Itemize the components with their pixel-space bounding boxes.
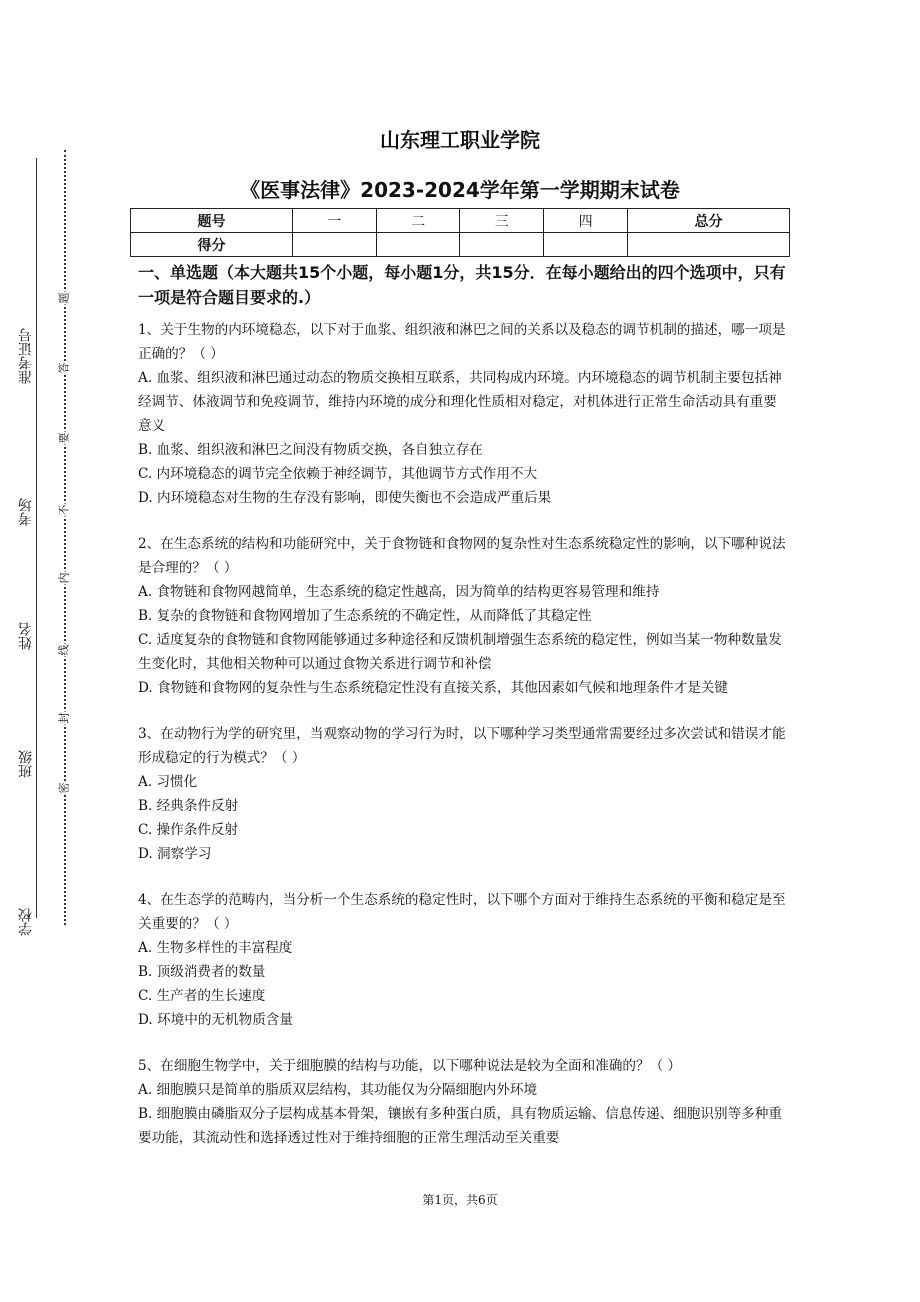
question-4 xyxy=(138,888,790,1032)
question-list xyxy=(138,318,790,1150)
option-b: B. 血浆、组织液和淋巴之间没有物质交换，各自独立存在 xyxy=(138,442,483,458)
col-header: 题号 xyxy=(131,209,293,233)
option-c: C. 适度复杂的食物链和食物网能够通过多种途径和反馈机制增强生态系统的稳定性，例如当某一物种数量发生变化时，其他相关物种可以通过食物关系进行调节和补偿 xyxy=(138,632,782,672)
question-2 xyxy=(138,532,790,700)
exam-content xyxy=(138,260,790,1150)
col-header: 总分 xyxy=(628,209,790,233)
option-c: C. 操作条件反射 xyxy=(138,822,239,838)
binding-solid-line xyxy=(36,158,37,918)
option-b: B. 顶级消费者的数量 xyxy=(138,964,266,980)
option-b: B. 复杂的食物链和食物网增加了生态系统的不确定性，从而降低了其稳定性 xyxy=(138,608,592,624)
option-a: A. 习惯化 xyxy=(138,774,198,790)
question-stem: 5、在细胞生物学中，关于细胞膜的结构与功能，以下哪种说法是较为全面和准确的？（ ） xyxy=(138,1058,682,1074)
question-5 xyxy=(138,1054,790,1150)
option-d: D. 内环境稳态对生物的生存没有影响，即使失衡也不会造成严重后果 xyxy=(138,490,552,506)
label-name: 姓名 xyxy=(18,622,34,650)
option-a: A. 生物多样性的丰富程度 xyxy=(138,940,293,956)
option-c: C. 生产者的生长速度 xyxy=(138,988,266,1004)
question-1 xyxy=(138,318,790,510)
option-d: D. 环境中的无机物质含量 xyxy=(138,1012,293,1028)
option-c: C. 内环境稳态的调节完全依赖于神经调节，其他调节方式作用不大 xyxy=(138,466,538,482)
score-table xyxy=(130,208,790,257)
col-header: 二 xyxy=(376,209,460,233)
score-cell xyxy=(376,233,460,257)
score-cell xyxy=(628,233,790,257)
seal-char: 线 xyxy=(54,644,74,657)
seal-char: 内 xyxy=(54,572,74,585)
col-header: 一 xyxy=(292,209,376,233)
label-school: 学校 xyxy=(18,908,34,936)
seal-char: 答 xyxy=(54,362,74,375)
score-cell xyxy=(460,233,544,257)
score-table-header-row xyxy=(131,209,790,233)
label-exam-room: 考场 xyxy=(18,498,34,526)
score-cell xyxy=(292,233,376,257)
option-b: B. 经典条件反射 xyxy=(138,798,239,814)
seal-char: 密 xyxy=(54,782,74,795)
binding-margin xyxy=(0,140,80,940)
seal-char: 封 xyxy=(54,712,74,725)
score-table-score-row xyxy=(131,233,790,257)
option-d: D. 洞察学习 xyxy=(138,846,212,862)
option-a: A. 食物链和食物网越简单，生态系统的稳定性越高，因为简单的结构更容易管理和维持 xyxy=(138,584,660,600)
col-header: 四 xyxy=(544,209,628,233)
option-a: A. 细胞膜只是简单的脂质双层结构，其功能仅为分隔细胞内外环境 xyxy=(138,1082,538,1098)
label-class: 班级 xyxy=(18,750,34,778)
question-3 xyxy=(138,722,790,866)
school-title: 山东理工职业学院 xyxy=(380,128,540,152)
question-stem: 2、在生态系统的结构和功能研究中，关于食物链和食物网的复杂性对生态系统稳定性的影响，以下哪种说法是合理的？（ ） xyxy=(138,536,786,576)
question-stem: 1、关于生物的内环境稳态，以下对于血浆、组织液和淋巴之间的关系以及稳态的调节机制的描述，哪一项是正确的？（ ） xyxy=(138,322,786,362)
seal-char: 不 xyxy=(54,504,74,517)
page-footer: 第1页，共6页 xyxy=(422,1193,498,1207)
question-stem: 4、在生态学的范畴内，当分析一个生态系统的稳定性时，以下哪个方面对于维持生态系统的平衡和稳定是至关重要的？（ ） xyxy=(138,892,786,932)
score-cell xyxy=(544,233,628,257)
option-d: D. 食物链和食物网的复杂性与生态系统稳定性没有直接关系，其他因素如气候和地理条件才是关键 xyxy=(138,680,728,696)
binding-dotted-line xyxy=(64,150,66,925)
exam-title: 《医事法律》2023-2024学年第一学期期末试卷 xyxy=(240,178,680,202)
option-b: B. 细胞膜由磷脂双分子层构成基本骨架，镶嵌有多种蛋白质，具有物质运输、信息传递、细胞识别等多种重要功能，其流动性和选择透过性对于维持细胞的正常生理活动至关重要 xyxy=(138,1106,782,1146)
seal-char: 要 xyxy=(54,432,74,445)
seal-char: 题 xyxy=(54,292,74,305)
row-label: 得分 xyxy=(131,233,293,257)
col-header: 三 xyxy=(460,209,544,233)
label-exam-number: 准考证号 xyxy=(18,328,34,384)
option-a: A. 血浆、组织液和淋巴通过动态的物质交换相互联系，共同构成内环境。内环境稳态的调节机制主要包括神经调节、体液调节和免疫调节，维持内环境的成分和理化性质相对稳定，对机体进行正常生命活动具有重要意义 xyxy=(138,370,782,434)
section-title: 一、单选题（本大题共15个小题，每小题1分，共15分．在每小题给出的四个选项中，只有一项是符合题目要求的.） xyxy=(138,263,786,307)
question-stem: 3、在动物行为学的研究里，当观察动物的学习行为时，以下哪种学习类型通常需要经过多次尝试和错误才能形成稳定的行为模式？（ ） xyxy=(138,726,786,766)
